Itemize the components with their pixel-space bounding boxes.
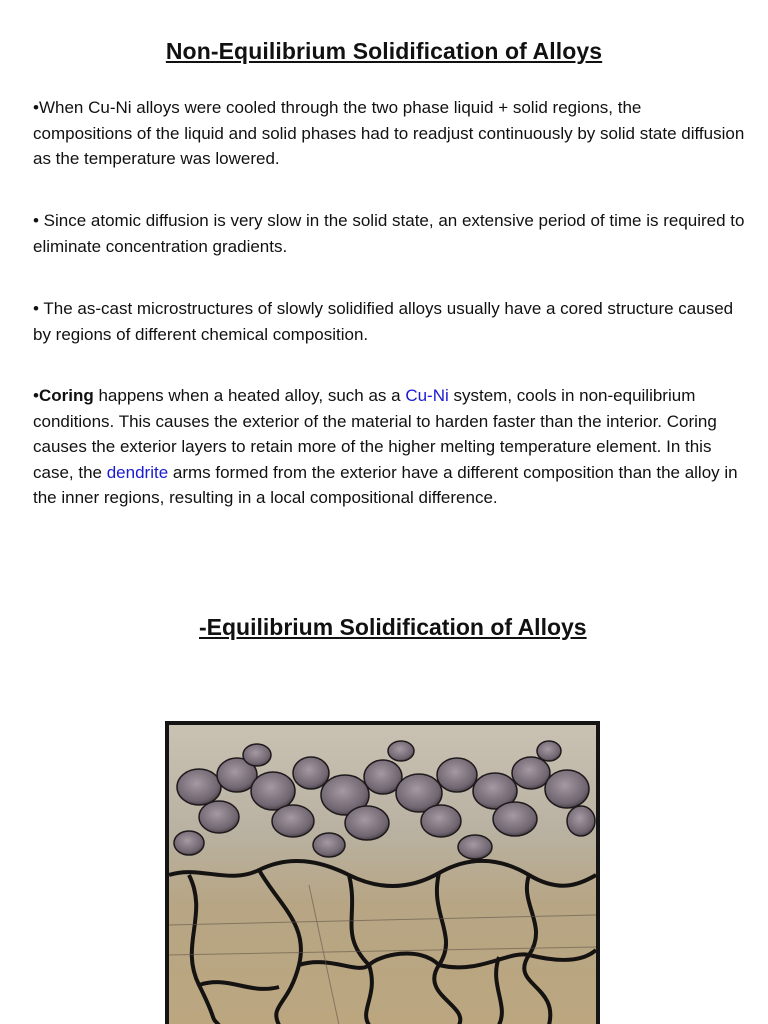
paragraph-cooling: •When Cu-Ni alloys were cooled through the two phase liquid + solid regions, the compositions of the liquid and solid phases had to readjust continuously by solid state diffusion as the temperature was lowered. bbox=[33, 98, 745, 168]
term-coring: Coring bbox=[38, 386, 94, 405]
text-segment: happens when a heated alloy, such as a bbox=[93, 386, 406, 405]
paragraph-diffusion: • Since atomic diffusion is very slow in the solid state, an extensive period of time is required to eliminate concentration gradients. bbox=[33, 211, 745, 256]
paragraph-cored-structure: • The as-cast microstructures of slowly solidified alloys usually have a cored structure caused by regions of different chemical composition. bbox=[33, 299, 734, 344]
section-subtitle: -Equilibrium Solidification of Alloys bbox=[199, 614, 587, 640]
text-segment: system, cools in non-equilibrium conditions. This causes the exterior of the material to harden faster than the interior. Coring causes the exterior layers to retain more of the higher melting temperature element. In this case, the bbox=[33, 386, 717, 482]
bullet: • bbox=[33, 386, 39, 405]
text-segment: arms formed from the exterior have a different composition than the alloy in the inner regions, resulting in a local compositional difference. bbox=[33, 462, 738, 507]
microstructure-image bbox=[165, 721, 600, 1024]
link-dendrite[interactable]: dendrite bbox=[106, 462, 169, 482]
link-cu-ni[interactable]: Cu-Ni bbox=[405, 386, 449, 405]
paragraph-coring bbox=[33, 383, 745, 511]
page-title: Non-Equilibrium Solidification of Alloys bbox=[165, 38, 603, 64]
